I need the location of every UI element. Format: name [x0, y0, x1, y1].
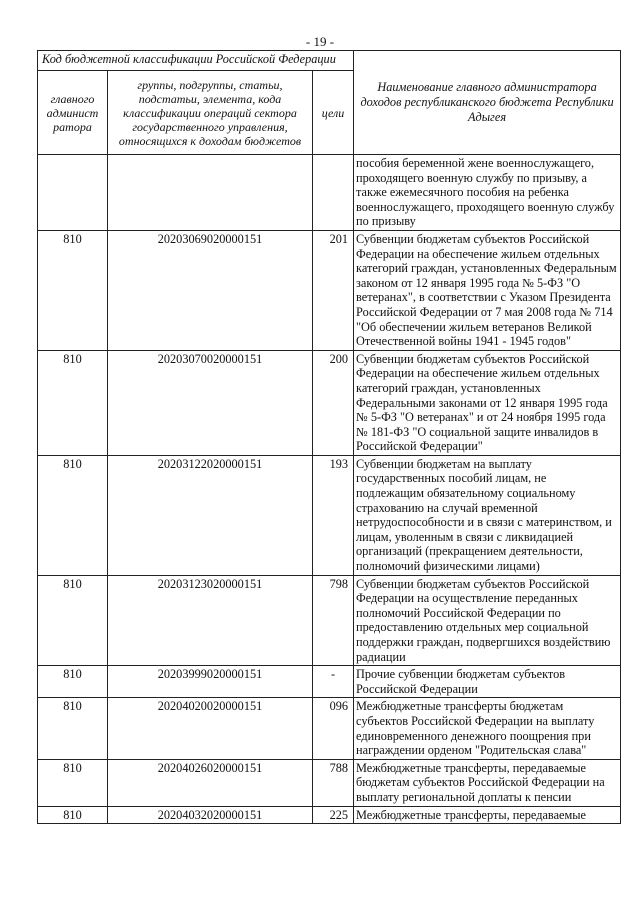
classification-code-cell: 20203999020000151: [108, 666, 313, 698]
classification-code-cell: [108, 155, 313, 231]
admin-code-cell: 810: [38, 575, 108, 666]
revenue-name-cell: Межбюджетные трансферты, передаваемые бюджетам субъектов Российской Федерации на выплату региональной доплаты к пенсии: [354, 759, 621, 806]
admin-code-cell: [38, 155, 108, 231]
admin-code-cell: 810: [38, 455, 108, 575]
revenue-name-cell: Субвенции бюджетам субъектов Российской Федерации на обеспечение жильем отдельных категорий граждан, установленных Федеральными законами от 12 января 1995 года № 5-ФЗ "О ветеранах" и от 24 ноября 1995 года № 181-ФЗ "О социальной защите инвалидов в Российской Федерации": [354, 350, 621, 455]
goal-code-cell: [313, 155, 354, 231]
revenue-name-cell: Субвенции бюджетам субъектов Российской Федерации на обеспечение жильем отдельных категорий граждан, установленных Федеральным законом от 12 января 1995 года № 5-ФЗ "О ветеранах", в соответствии с Указом Президента Российской Федерации от 7 мая 2008 года № 714 "Об обеспечении жильем ветеранов Великой Отечественной войны 1941 - 1945 годов": [354, 230, 621, 350]
classification-code-cell: 20203122020000151: [108, 455, 313, 575]
table-row: [38, 666, 621, 698]
revenue-name-cell: Межбюджетные трансферты бюджетам субъектов Российской Федерации на выплату единовременного денежного поощрения при награждении орденом "Родительская слава": [354, 698, 621, 759]
goal-code-cell: 798: [313, 575, 354, 666]
admin-column-header: главного админист ратора: [38, 71, 108, 155]
admin-code-cell: 810: [38, 759, 108, 806]
administrator-name-header: Наименование главного администратора доходов республиканского бюджета Республики Адыгея: [354, 51, 621, 155]
classification-code-cell: 20203070020000151: [108, 350, 313, 455]
revenue-name-cell: Прочие субвенции бюджетам субъектов Российской Федерации: [354, 666, 621, 698]
goal-code-cell: 201: [313, 230, 354, 350]
bcc-header: Код бюджетной классификации Российской Федерации: [38, 51, 354, 71]
table-row: [38, 806, 621, 824]
revenue-name-cell: пособия беременной жене военнослужащего, проходящего военную службу по призыву, а также ежемесячного пособия на ребенка военнослужащего, проходящего военную службу по призыву: [354, 155, 621, 231]
admin-code-cell: 810: [38, 230, 108, 350]
goal-code-cell: 193: [313, 455, 354, 575]
revenue-name-cell: Субвенции бюджетам субъектов Российской Федерации на осуществление переданных полномочий Российской Федерации по предоставлению отдельных мер социальной поддержки граждан, подвергшихся воздействию радиации: [354, 575, 621, 666]
revenue-name-cell: Субвенции бюджетам на выплату государственных пособий лицам, не подлежащим обязательному социальному страхованию на случай временной нетрудоспособности и в связи с материнством, и лицам, уволенным в связи с ликвидацией организаций (прекращением деятельности, полномочий физическими лицами): [354, 455, 621, 575]
table-row: [38, 455, 621, 575]
goal-column-header: цели: [313, 71, 354, 155]
classification-code-cell: 20204020020000151: [108, 698, 313, 759]
table-row: [38, 698, 621, 759]
table-row: [38, 230, 621, 350]
goal-code-cell: -: [313, 666, 354, 698]
budget-classification-table: [37, 50, 621, 824]
admin-code-cell: 810: [38, 666, 108, 698]
groups-column-header: группы, подгруппы, статьи, подстатьи, элемента, кода классификации операций сектора государственного управления, относящихся к доходам бюджетов: [108, 71, 313, 155]
table-row: [38, 575, 621, 666]
classification-code-cell: 20203069020000151: [108, 230, 313, 350]
goal-code-cell: 225: [313, 806, 354, 824]
table-row: [38, 759, 621, 806]
classification-code-cell: 20203123020000151: [108, 575, 313, 666]
page-number: - 19 -: [305, 34, 335, 49]
table-row: [38, 155, 621, 231]
goal-code-cell: 096: [313, 698, 354, 759]
classification-code-cell: 20204026020000151: [108, 759, 313, 806]
admin-code-cell: 810: [38, 698, 108, 759]
goal-code-cell: 200: [313, 350, 354, 455]
admin-code-cell: 810: [38, 350, 108, 455]
admin-code-cell: 810: [38, 806, 108, 824]
revenue-name-cell: Межбюджетные трансферты, передаваемые: [354, 806, 621, 824]
classification-code-cell: 20204032020000151: [108, 806, 313, 824]
goal-code-cell: 788: [313, 759, 354, 806]
table-row: [38, 350, 621, 455]
